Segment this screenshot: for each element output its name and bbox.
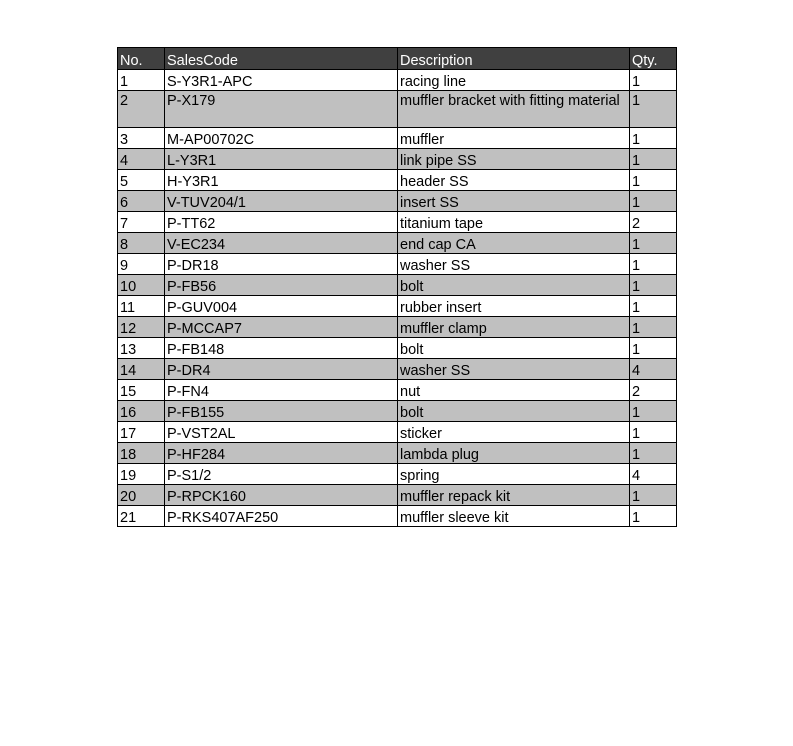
cell-qty: 1 — [630, 149, 677, 170]
cell-description: rubber insert — [398, 296, 630, 317]
cell-salescode: P-FN4 — [165, 380, 398, 401]
cell-qty: 1 — [630, 128, 677, 149]
table-header-row — [118, 48, 677, 70]
table-body — [118, 70, 677, 527]
cell-qty: 2 — [630, 212, 677, 233]
cell-no: 14 — [118, 359, 165, 380]
cell-qty: 1 — [630, 254, 677, 275]
cell-qty: 1 — [630, 422, 677, 443]
cell-description: nut — [398, 380, 630, 401]
cell-qty: 1 — [630, 170, 677, 191]
cell-no: 2 — [118, 91, 165, 128]
table-row — [118, 233, 677, 254]
cell-no: 12 — [118, 317, 165, 338]
cell-description: header SS — [398, 170, 630, 191]
cell-description: end cap CA — [398, 233, 630, 254]
cell-qty: 1 — [630, 296, 677, 317]
cell-salescode: S-Y3R1-APC — [165, 70, 398, 91]
column-header-salescode: SalesCode — [165, 48, 398, 70]
column-header-description: Description — [398, 48, 630, 70]
cell-salescode: P-RPCK160 — [165, 485, 398, 506]
table-row — [118, 359, 677, 380]
cell-salescode: P-FB155 — [165, 401, 398, 422]
cell-salescode: H-Y3R1 — [165, 170, 398, 191]
table-row — [118, 485, 677, 506]
cell-salescode: P-VST2AL — [165, 422, 398, 443]
cell-qty: 1 — [630, 506, 677, 527]
table-row — [118, 191, 677, 212]
cell-salescode: P-MCCAP7 — [165, 317, 398, 338]
cell-description: link pipe SS — [398, 149, 630, 170]
cell-description: muffler sleeve kit — [398, 506, 630, 527]
table-row — [118, 128, 677, 149]
cell-no: 11 — [118, 296, 165, 317]
cell-no: 13 — [118, 338, 165, 359]
cell-qty: 1 — [630, 191, 677, 212]
cell-no: 9 — [118, 254, 165, 275]
cell-no: 15 — [118, 380, 165, 401]
cell-salescode: P-DR4 — [165, 359, 398, 380]
table-row — [118, 170, 677, 191]
cell-salescode: V-EC234 — [165, 233, 398, 254]
cell-description: muffler bracket with fitting material — [398, 91, 630, 128]
cell-salescode: P-DR18 — [165, 254, 398, 275]
table-row — [118, 380, 677, 401]
cell-qty: 1 — [630, 91, 677, 128]
cell-qty: 2 — [630, 380, 677, 401]
table-row — [118, 338, 677, 359]
table-row — [118, 91, 677, 128]
table-row — [118, 296, 677, 317]
cell-qty: 4 — [630, 464, 677, 485]
table-row — [118, 212, 677, 233]
cell-salescode: P-FB148 — [165, 338, 398, 359]
cell-no: 19 — [118, 464, 165, 485]
cell-salescode: P-TT62 — [165, 212, 398, 233]
table-row — [118, 149, 677, 170]
cell-qty: 1 — [630, 338, 677, 359]
table-row — [118, 443, 677, 464]
table-row — [118, 317, 677, 338]
cell-no: 16 — [118, 401, 165, 422]
cell-description: muffler — [398, 128, 630, 149]
cell-salescode: M-AP00702C — [165, 128, 398, 149]
parts-list-table — [117, 47, 677, 527]
cell-salescode: P-HF284 — [165, 443, 398, 464]
table-row — [118, 70, 677, 91]
table-row — [118, 275, 677, 296]
cell-qty: 1 — [630, 401, 677, 422]
cell-description: bolt — [398, 401, 630, 422]
cell-description: bolt — [398, 275, 630, 296]
cell-no: 18 — [118, 443, 165, 464]
cell-description: washer SS — [398, 359, 630, 380]
cell-qty: 1 — [630, 443, 677, 464]
cell-description: bolt — [398, 338, 630, 359]
cell-salescode: P-S1/2 — [165, 464, 398, 485]
cell-qty: 1 — [630, 275, 677, 296]
cell-salescode: P-X179 — [165, 91, 398, 128]
cell-no: 20 — [118, 485, 165, 506]
cell-description: muffler repack kit — [398, 485, 630, 506]
table-row — [118, 254, 677, 275]
cell-no: 21 — [118, 506, 165, 527]
column-header-qty: Qty. — [630, 48, 677, 70]
cell-no: 17 — [118, 422, 165, 443]
column-header-no: No. — [118, 48, 165, 70]
table-row — [118, 401, 677, 422]
cell-description: spring — [398, 464, 630, 485]
cell-no: 4 — [118, 149, 165, 170]
cell-description: titanium tape — [398, 212, 630, 233]
cell-description: muffler clamp — [398, 317, 630, 338]
table-row — [118, 464, 677, 485]
cell-no: 6 — [118, 191, 165, 212]
cell-qty: 4 — [630, 359, 677, 380]
table-row — [118, 506, 677, 527]
cell-description: washer SS — [398, 254, 630, 275]
cell-no: 5 — [118, 170, 165, 191]
cell-qty: 1 — [630, 317, 677, 338]
cell-salescode: P-FB56 — [165, 275, 398, 296]
cell-qty: 1 — [630, 485, 677, 506]
cell-salescode: P-RKS407AF250 — [165, 506, 398, 527]
cell-qty: 1 — [630, 70, 677, 91]
cell-description: lambda plug — [398, 443, 630, 464]
cell-salescode: L-Y3R1 — [165, 149, 398, 170]
cell-no: 3 — [118, 128, 165, 149]
cell-salescode: P-GUV004 — [165, 296, 398, 317]
cell-description: insert SS — [398, 191, 630, 212]
cell-no: 10 — [118, 275, 165, 296]
cell-description: sticker — [398, 422, 630, 443]
cell-no: 1 — [118, 70, 165, 91]
cell-no: 7 — [118, 212, 165, 233]
cell-description: racing line — [398, 70, 630, 91]
cell-qty: 1 — [630, 233, 677, 254]
cell-salescode: V-TUV204/1 — [165, 191, 398, 212]
table-row — [118, 422, 677, 443]
cell-no: 8 — [118, 233, 165, 254]
